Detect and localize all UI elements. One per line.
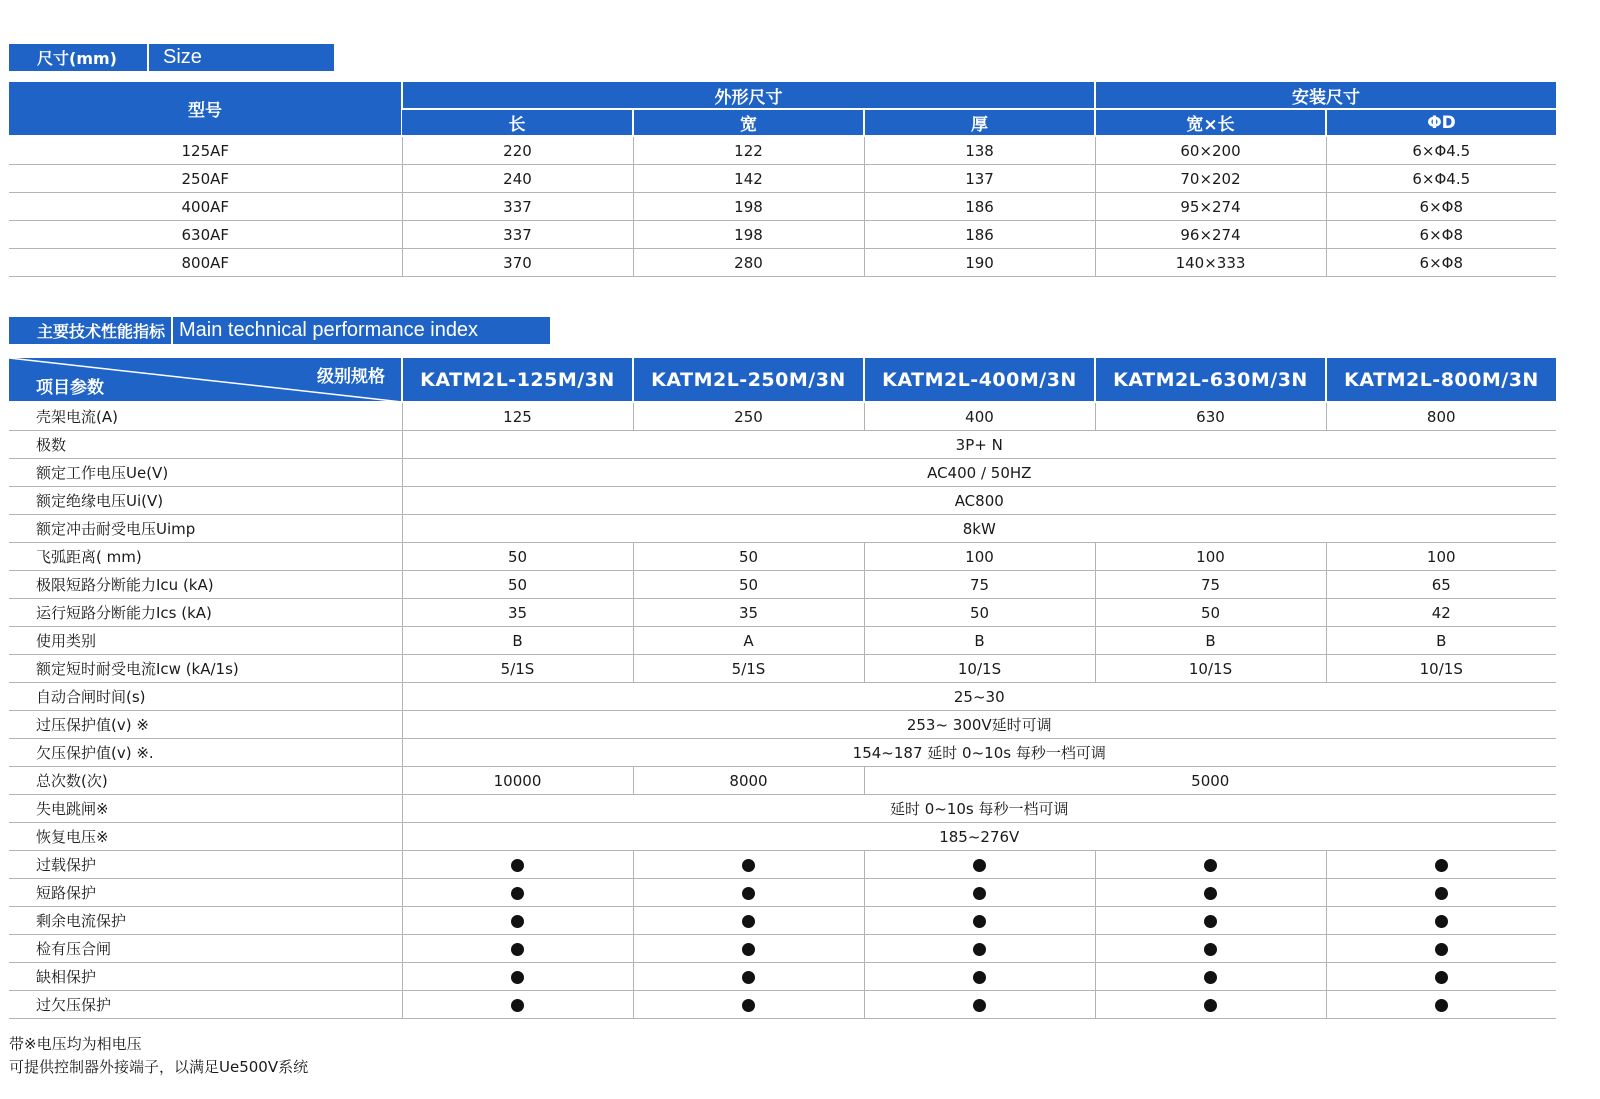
param-label: 剩余电流保护 <box>9 907 402 935</box>
tech-row <box>9 963 1556 991</box>
param-label: 过载保护 <box>9 851 402 879</box>
param-value: 75 <box>1095 571 1326 599</box>
param-label: 过欠压保护 <box>9 991 402 1019</box>
param-value: 5/1S <box>402 655 633 683</box>
filled-dot-icon <box>511 887 524 900</box>
feature-cell <box>633 991 864 1019</box>
param-label: 额定短时耐受电流Icw (kA/1s) <box>9 655 402 683</box>
tech-row <box>9 795 1556 823</box>
size-row <box>9 136 1556 165</box>
tech-row <box>9 459 1556 487</box>
filled-dot-icon <box>1435 859 1448 872</box>
header-width-x-length: 宽×长 <box>1095 109 1326 136</box>
param-value: 35 <box>633 599 864 627</box>
param-value: 100 <box>1326 543 1556 571</box>
param-value: 50 <box>864 599 1095 627</box>
size-cell: 250AF <box>9 165 402 193</box>
feature-cell <box>633 963 864 991</box>
size-cell: 240 <box>402 165 633 193</box>
filled-dot-icon <box>742 887 755 900</box>
filled-dot-icon <box>742 859 755 872</box>
header-model-125: KATM2L-125M/3N <box>402 358 633 402</box>
tech-row <box>9 991 1556 1019</box>
param-value: 8000 <box>633 767 864 795</box>
size-row <box>9 249 1556 277</box>
tech-row <box>9 487 1556 515</box>
size-cell: 6×Φ4.5 <box>1326 136 1556 165</box>
param-value: 35 <box>402 599 633 627</box>
filled-dot-icon <box>973 999 986 1012</box>
size-cell: 186 <box>864 193 1095 221</box>
param-label: 额定工作电压Ue(V) <box>9 459 402 487</box>
feature-cell <box>864 991 1095 1019</box>
feature-cell <box>1326 991 1556 1019</box>
feature-cell <box>1095 907 1326 935</box>
filled-dot-icon <box>973 943 986 956</box>
feature-cell <box>402 963 633 991</box>
param-value: 800 <box>1326 402 1556 431</box>
param-value: 125 <box>402 402 633 431</box>
param-value: 10000 <box>402 767 633 795</box>
param-value: 253~ 300V延时可调 <box>402 711 1556 739</box>
param-label: 极限短路分断能力Icu (kA) <box>9 571 402 599</box>
param-value: 185~276V <box>402 823 1556 851</box>
filled-dot-icon <box>742 971 755 984</box>
filled-dot-icon <box>1204 915 1217 928</box>
param-value: A <box>633 627 864 655</box>
size-cell: 630AF <box>9 221 402 249</box>
param-value: AC400 / 50HZ <box>402 459 1556 487</box>
feature-cell <box>1095 879 1326 907</box>
param-value: 250 <box>633 402 864 431</box>
size-cell: 96×274 <box>1095 221 1326 249</box>
feature-cell <box>633 907 864 935</box>
filled-dot-icon <box>1204 999 1217 1012</box>
tech-row <box>9 823 1556 851</box>
header-model-630: KATM2L-630M/3N <box>1095 358 1326 402</box>
size-cell: 198 <box>633 221 864 249</box>
header-model-250: KATM2L-250M/3N <box>633 358 864 402</box>
tech-row <box>9 935 1556 963</box>
filled-dot-icon <box>742 999 755 1012</box>
size-cell: 140×333 <box>1095 249 1326 277</box>
tech-row <box>9 851 1556 879</box>
filled-dot-icon <box>1435 915 1448 928</box>
tech-title-en: Main technical performance index <box>179 319 479 341</box>
param-value: 100 <box>1095 543 1326 571</box>
filled-dot-icon <box>511 915 524 928</box>
size-title-zh: 尺寸(mm) <box>9 44 149 71</box>
header-phi-d: ΦD <box>1326 109 1556 136</box>
tech-section-title <box>9 317 550 344</box>
filled-dot-icon <box>1204 859 1217 872</box>
param-label: 恢复电压※ <box>9 823 402 851</box>
filled-dot-icon <box>511 859 524 872</box>
param-label: 运行短路分断能力Ics (kA) <box>9 599 402 627</box>
param-label: 额定绝缘电压Ui(V) <box>9 487 402 515</box>
filled-dot-icon <box>1435 943 1448 956</box>
tech-row <box>9 402 1556 431</box>
size-cell: 6×Φ4.5 <box>1326 165 1556 193</box>
filled-dot-icon <box>1204 943 1217 956</box>
tech-row <box>9 571 1556 599</box>
feature-cell <box>1326 879 1556 907</box>
param-value: 630 <box>1095 402 1326 431</box>
size-cell: 138 <box>864 136 1095 165</box>
feature-cell <box>633 935 864 963</box>
size-cell: 220 <box>402 136 633 165</box>
feature-cell <box>1095 963 1326 991</box>
param-value: 50 <box>402 543 633 571</box>
param-value: 400 <box>864 402 1095 431</box>
filled-dot-icon <box>511 999 524 1012</box>
filled-dot-icon <box>973 971 986 984</box>
size-cell: 125AF <box>9 136 402 165</box>
tech-row <box>9 739 1556 767</box>
feature-cell <box>633 879 864 907</box>
size-cell: 6×Φ8 <box>1326 193 1556 221</box>
size-cell: 6×Φ8 <box>1326 221 1556 249</box>
feature-cell <box>1095 851 1326 879</box>
param-value: 10/1S <box>864 655 1095 683</box>
size-cell: 337 <box>402 193 633 221</box>
filled-dot-icon <box>1204 887 1217 900</box>
header-model-800: KATM2L-800M/3N <box>1326 358 1556 402</box>
filled-dot-icon <box>1435 971 1448 984</box>
tech-row <box>9 907 1556 935</box>
feature-cell <box>402 935 633 963</box>
header-outline-size: 外形尺寸 <box>402 82 1095 109</box>
header-model-400: KATM2L-400M/3N <box>864 358 1095 402</box>
param-label: 使用类别 <box>9 627 402 655</box>
tech-row <box>9 627 1556 655</box>
filled-dot-icon <box>511 943 524 956</box>
param-value: 5/1S <box>633 655 864 683</box>
tech-table <box>9 358 1556 1019</box>
size-cell: 186 <box>864 221 1095 249</box>
footnote-phase-voltage: 带※电压均为相电压 <box>9 1035 142 1053</box>
size-cell: 70×202 <box>1095 165 1326 193</box>
header-model: 型号 <box>9 82 402 136</box>
param-value: B <box>402 627 633 655</box>
param-value: 10/1S <box>1326 655 1556 683</box>
param-value: 50 <box>633 543 864 571</box>
param-value: 5000 <box>864 767 1556 795</box>
tech-row <box>9 515 1556 543</box>
param-value: 154~187 延时 0~10s 每秒一档可调 <box>402 739 1556 767</box>
tech-row <box>9 879 1556 907</box>
feature-cell <box>864 935 1095 963</box>
size-cell: 370 <box>402 249 633 277</box>
param-value: 25~30 <box>402 683 1556 711</box>
tech-row <box>9 711 1556 739</box>
filled-dot-icon <box>973 859 986 872</box>
feature-cell <box>402 907 633 935</box>
tech-row <box>9 543 1556 571</box>
tech-row <box>9 599 1556 627</box>
filled-dot-icon <box>1204 971 1217 984</box>
tech-row <box>9 431 1556 459</box>
filled-dot-icon <box>742 943 755 956</box>
param-label: 短路保护 <box>9 879 402 907</box>
feature-cell <box>1326 851 1556 879</box>
feature-cell <box>864 963 1095 991</box>
header-corner-params: 项目参数 <box>36 378 104 398</box>
param-value: 75 <box>864 571 1095 599</box>
size-row <box>9 193 1556 221</box>
header-thickness: 厚 <box>864 109 1095 136</box>
size-cell: 400AF <box>9 193 402 221</box>
param-label: 飞弧距离( mm) <box>9 543 402 571</box>
feature-cell <box>633 851 864 879</box>
feature-cell <box>1326 935 1556 963</box>
filled-dot-icon <box>1435 999 1448 1012</box>
size-section-title <box>9 44 334 71</box>
param-value: 50 <box>1095 599 1326 627</box>
param-value: 延时 0~10s 每秒一档可调 <box>402 795 1556 823</box>
param-value: 8kW <box>402 515 1556 543</box>
tech-title-zh: 主要技术性能指标 <box>9 317 173 344</box>
param-value: 10/1S <box>1095 655 1326 683</box>
feature-cell <box>402 991 633 1019</box>
size-row <box>9 221 1556 249</box>
param-label: 检有压合闸 <box>9 935 402 963</box>
param-value: 3P+ N <box>402 431 1556 459</box>
param-label: 壳架电流(A) <box>9 402 402 431</box>
size-cell: 95×274 <box>1095 193 1326 221</box>
param-value: 65 <box>1326 571 1556 599</box>
filled-dot-icon <box>973 915 986 928</box>
size-cell: 122 <box>633 136 864 165</box>
tech-row <box>9 683 1556 711</box>
feature-cell <box>1326 907 1556 935</box>
size-row <box>9 165 1556 193</box>
param-label: 缺相保护 <box>9 963 402 991</box>
feature-cell <box>864 907 1095 935</box>
size-cell: 137 <box>864 165 1095 193</box>
header-width: 宽 <box>633 109 864 136</box>
param-label: 欠压保护值(v) ※. <box>9 739 402 767</box>
size-cell: 337 <box>402 221 633 249</box>
size-cell: 142 <box>633 165 864 193</box>
param-value: 42 <box>1326 599 1556 627</box>
tech-row <box>9 655 1556 683</box>
size-cell: 198 <box>633 193 864 221</box>
filled-dot-icon <box>1435 887 1448 900</box>
header-corner <box>9 358 402 402</box>
param-label: 失电跳闸※ <box>9 795 402 823</box>
feature-cell <box>864 879 1095 907</box>
size-cell: 60×200 <box>1095 136 1326 165</box>
param-value: B <box>864 627 1095 655</box>
param-value: 50 <box>633 571 864 599</box>
filled-dot-icon <box>742 915 755 928</box>
size-title-en: Size <box>163 46 202 68</box>
feature-cell <box>864 851 1095 879</box>
footnote-ue500v: 可提供控制器外接端子，以满足Ue500V系统 <box>9 1058 309 1076</box>
feature-cell <box>402 879 633 907</box>
filled-dot-icon <box>511 971 524 984</box>
param-value: B <box>1326 627 1556 655</box>
feature-cell <box>402 851 633 879</box>
filled-dot-icon <box>973 887 986 900</box>
param-value: AC800 <box>402 487 1556 515</box>
header-length: 长 <box>402 109 633 136</box>
header-install-size: 安装尺寸 <box>1095 82 1556 109</box>
size-cell: 800AF <box>9 249 402 277</box>
header-corner-grade: 级别规格 <box>317 367 385 387</box>
size-cell: 280 <box>633 249 864 277</box>
param-label: 极数 <box>9 431 402 459</box>
param-value: 50 <box>402 571 633 599</box>
tech-row <box>9 767 1556 795</box>
size-cell: 6×Φ8 <box>1326 249 1556 277</box>
size-cell: 190 <box>864 249 1095 277</box>
param-label: 额定冲击耐受电压Uimp <box>9 515 402 543</box>
feature-cell <box>1095 935 1326 963</box>
feature-cell <box>1095 991 1326 1019</box>
param-value: 100 <box>864 543 1095 571</box>
param-label: 总次数(次) <box>9 767 402 795</box>
size-table <box>9 82 1556 277</box>
param-label: 自动合闸时间(s) <box>9 683 402 711</box>
param-value: B <box>1095 627 1326 655</box>
feature-cell <box>1326 963 1556 991</box>
param-label: 过压保护值(v) ※ <box>9 711 402 739</box>
